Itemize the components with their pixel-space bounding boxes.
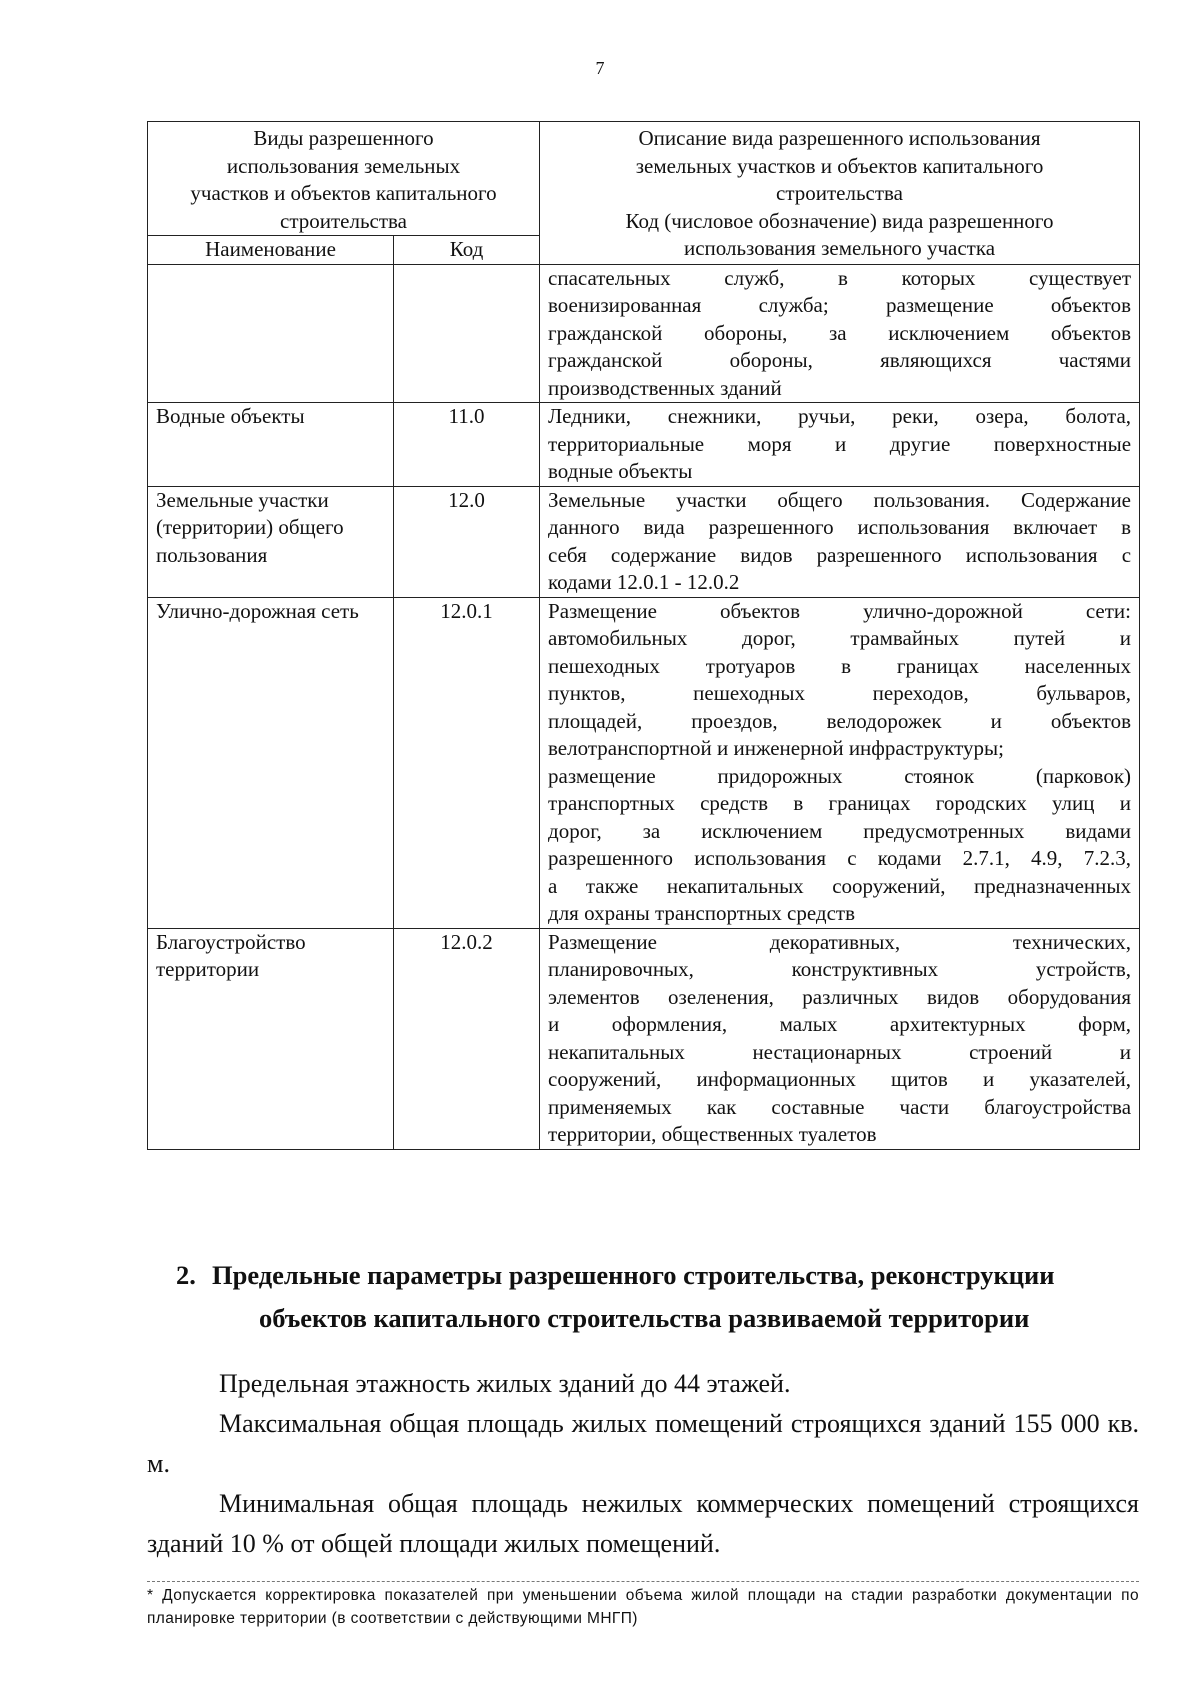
description-line: применяемых как составные части благоустройства [548, 1094, 1132, 1119]
row-description [540, 264, 1140, 403]
section-body [147, 1364, 1139, 1564]
description-line: пунктов, пешеходных переходов, бульваров, [548, 681, 1132, 705]
description-line: производственных зданий [548, 375, 782, 400]
table-row [148, 264, 1140, 403]
description-line: себя содержание видов разрешенного использования с [548, 542, 1132, 567]
group-header-line: участков и объектов капитального [190, 181, 497, 205]
section-title-line: объектов капитального строительства развиваемой территории [259, 1303, 1030, 1333]
permitted-use-table [147, 121, 1140, 1150]
page-number: 7 [595, 58, 605, 78]
description-line: Земельные участки общего пользования. Содержание [548, 487, 1132, 512]
description-line: элементов озеленения, различных видов оборудования [548, 984, 1132, 1009]
description-line: для охраны транспортных средств [548, 901, 855, 925]
row-name: Водные объекты [148, 403, 394, 487]
row-description [540, 486, 1140, 597]
row-name: Благоустройство территории [148, 928, 394, 1149]
description-line: дорог, за исключением предусмотренных видами [548, 818, 1132, 843]
description-header-line: Код (числовое обозначение) вида разрешенного [625, 208, 1054, 233]
row-name [148, 264, 394, 403]
section-heading [176, 1254, 1140, 1340]
description-line: велотранспортной и инженерной инфраструктуры; [548, 736, 1004, 760]
row-code: 12.0.1 [394, 597, 540, 928]
row-code [394, 264, 540, 403]
description-header-line: земельных участков и объектов капитального [635, 153, 1044, 178]
row-code: 11.0 [394, 403, 540, 487]
code-column-header: Код [394, 236, 540, 265]
row-description [540, 403, 1140, 487]
description-header-line: Описание вида разрешенного использования [638, 126, 1041, 150]
description-line: Размещение объектов улично-дорожной сети: [548, 598, 1132, 623]
footnote: * Допускается корректировка показателей при уменьшении объема жилой площади на стадии разработки документации по планировке территории (в соответствии с действующими МНГП) [147, 1587, 1139, 1627]
row-description [540, 597, 1140, 928]
description-line: некапитальных нестационарных строений и [548, 1039, 1132, 1064]
description-line: и оформления, малых архитектурных форм, [548, 1012, 1132, 1036]
description-line: водные объекты [548, 459, 693, 483]
row-name: Улично-дорожная сеть [148, 597, 394, 928]
row-name: Земельные участки (территории) общего пользования [148, 486, 394, 597]
table-header-row [148, 122, 1140, 236]
description-line: а также некапитальных сооружений, предназначенных [548, 873, 1132, 898]
group-header-line: использования земельных [226, 153, 461, 178]
description-line: военизированная служба; размещение объектов [548, 293, 1132, 317]
description-line: транспортных средств в границах городских улиц и [548, 791, 1132, 815]
table-row [148, 928, 1140, 1149]
description-header-line: строительства [776, 181, 904, 205]
paragraph: Максимальная общая площадь жилых помещений строящихся зданий 155 000 кв. м. [147, 1409, 1139, 1478]
description-line: гражданской обороны, за исключением объектов [548, 320, 1132, 345]
table-row [148, 486, 1140, 597]
description-line: данного вида разрешенного использования включает в [548, 515, 1132, 539]
description-line: сооружений, информационных щитов и указателей, [548, 1067, 1132, 1091]
description-line: размещение придорожных стоянок (парковок) [548, 763, 1132, 788]
description-header-cell [540, 122, 1140, 265]
description-line: Ледники, снежники, ручьи, реки, озера, болота, [548, 404, 1132, 428]
section-number: 2. [176, 1260, 196, 1290]
group-header-line: Виды разрешенного [253, 126, 434, 150]
row-code: 12.0.2 [394, 928, 540, 1149]
row-description [540, 928, 1140, 1149]
description-line: спасательных служб, в которых существует [548, 265, 1132, 290]
description-line: площадей, проездов, велодорожек и объектов [548, 708, 1132, 733]
description-line: территориальные моря и другие поверхностные [548, 431, 1132, 456]
paragraph: Минимальная общая площадь нежилых коммерческих помещений строящихся зданий 10 % от общей площади жилых помещений. [147, 1489, 1139, 1558]
description-line: Размещение декоративных, технических, [548, 929, 1132, 954]
group-header-cell [148, 122, 540, 236]
footnote-divider [147, 1581, 1139, 1582]
description-line: кодами 12.0.1 - 12.0.2 [548, 570, 740, 594]
description-line: гражданской обороны, являющихся частями [548, 348, 1132, 372]
description-line: автомобильных дорог, трамвайных путей и [548, 626, 1132, 650]
group-header-line: строительства [280, 208, 408, 233]
row-code: 12.0 [394, 486, 540, 597]
description-header-line: использования земельного участка [683, 236, 996, 260]
section-title-line: Предельные параметры разрешенного строительства, реконструкции [212, 1260, 1055, 1290]
table-row [148, 403, 1140, 487]
paragraph: Предельная этажность жилых зданий до 44 этажей. [219, 1369, 791, 1398]
description-line: пешеходных тротуаров в границах населенных [548, 653, 1132, 678]
table-row [148, 597, 1140, 928]
description-line: разрешенного использования с кодами 2.7.1, 4.9, 7.2.3, [548, 846, 1132, 870]
name-column-header: Наименование [148, 236, 394, 265]
description-line: территории, общественных туалетов [548, 1122, 877, 1146]
description-line: планировочных, конструктивных устройств, [548, 957, 1132, 981]
